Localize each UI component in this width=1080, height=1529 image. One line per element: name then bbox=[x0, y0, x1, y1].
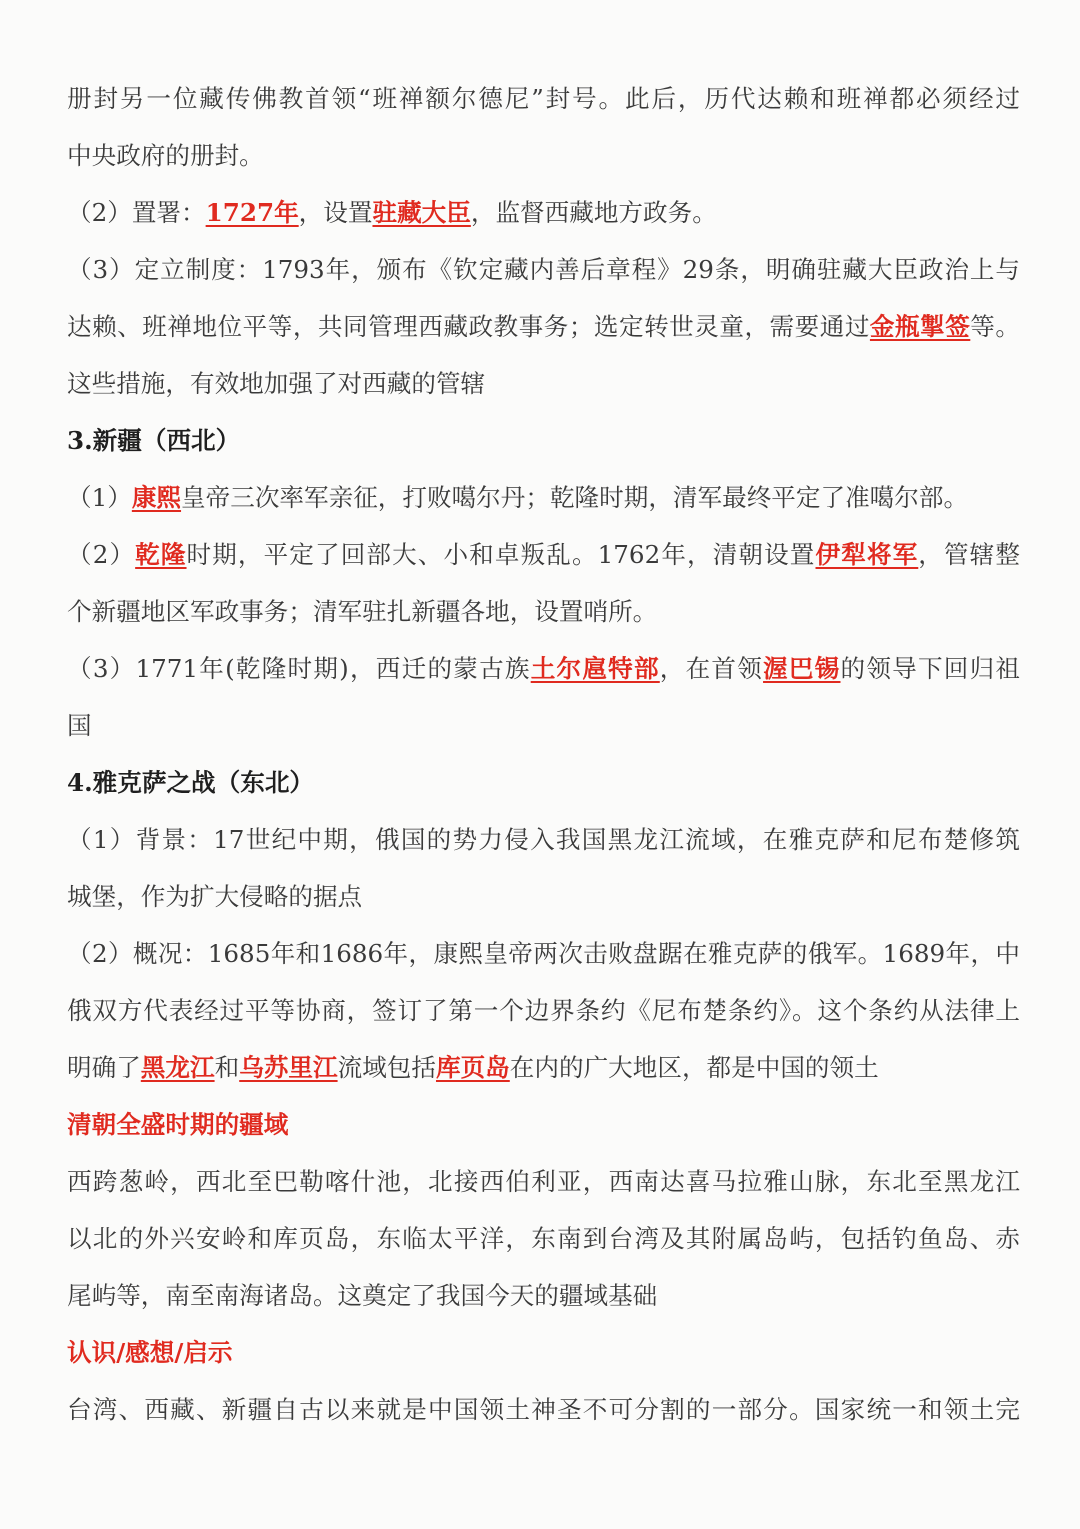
highlight-term: 伊犁将军 bbox=[815, 540, 919, 569]
highlight-term: 土尔扈特部 bbox=[530, 654, 660, 683]
section-heading-insight: 认识/感想/启示 bbox=[67, 1338, 233, 1367]
text-line: 以北的外兴安岭和库页岛，东临太平洋，东南到台湾及其附属岛屿，包括钓鱼岛、赤 bbox=[67, 1224, 1020, 1253]
text-line: 个新疆地区军政事务；清军驻扎新疆各地，设置哨所。 bbox=[67, 597, 658, 626]
highlight-term: 乾隆 bbox=[135, 540, 187, 569]
highlight-term: 乌苏里江 bbox=[239, 1053, 338, 1082]
highlight-term: 康熙 bbox=[131, 483, 182, 512]
section-heading-xinjiang: 3.新疆（西北） bbox=[67, 426, 241, 455]
text-line: 尾屿等，南至南海诸岛。这奠定了我国今天的疆域基础 bbox=[67, 1281, 658, 1310]
text-line: 俄双方代表经过平等协商，签订了第一个边界条约《尼布楚条约》。这个条约从法律上 bbox=[67, 996, 1020, 1025]
highlight-term: 驻藏大臣 bbox=[372, 198, 471, 227]
highlight-term: 金瓶掣签 bbox=[869, 312, 971, 341]
text-line: 西跨葱岭，西北至巴勒喀什池，北接西伯利亚，西南达喜马拉雅山脉，东北至黑龙江 bbox=[67, 1167, 1020, 1196]
text-line: 国 bbox=[67, 711, 92, 740]
highlight-term: 1727年 bbox=[205, 198, 299, 227]
highlight-term: 黑龙江 bbox=[140, 1053, 215, 1082]
text-line: （3）1771年(乾隆时期)，西迁的蒙古族土尔扈特部，在首领渥巴锡的领导下回归祖 bbox=[67, 654, 1020, 683]
text-line: （2）乾隆时期，平定了回部大、小和卓叛乱。1762年，清朝设置伊犁将军，管辖整 bbox=[67, 540, 1020, 569]
text-line: 中央政府的册封。 bbox=[67, 141, 264, 170]
text-line: 达赖、班禅地位平等，共同管理西藏政教事务；选定转世灵童，需要通过金瓶掣签等。 bbox=[67, 312, 1020, 341]
section-heading-yakesa: 4.雅克萨之战（东北） bbox=[67, 768, 315, 797]
text-line: 册封另一位藏传佛教首领“班禅额尔德尼”封号。此后，历代达赖和班禅都必须经过 bbox=[67, 84, 1020, 113]
highlight-term: 库页岛 bbox=[435, 1053, 510, 1082]
text-line-tibet-office: （2）置署：1727年，设置驻藏大臣，监督西藏地方政务。 bbox=[67, 198, 717, 227]
text-line: （1）康熙皇帝三次率军亲征，打败噶尔丹；乾隆时期，清军最终平定了准噶尔部。 bbox=[67, 483, 969, 512]
text-line: （3）定立制度：1793年，颁布《钦定藏内善后章程》29条，明确驻藏大臣政治上与 bbox=[67, 255, 1020, 284]
text-line: 台湾、西藏、新疆自古以来就是中国领土神圣不可分割的一部分。国家统一和领土完 bbox=[67, 1395, 1020, 1424]
text-line: 这些措施，有效地加强了对西藏的管辖 bbox=[67, 369, 486, 398]
text-line: 城堡，作为扩大侵略的据点 bbox=[67, 882, 363, 911]
highlight-term: 渥巴锡 bbox=[763, 654, 841, 683]
text-line: （1）背景：17世纪中期，俄国的势力侵入我国黑龙江流域，在雅克萨和尼布楚修筑 bbox=[67, 825, 1020, 854]
section-heading-territory: 清朝全盛时期的疆域 bbox=[67, 1110, 289, 1139]
text-line: 明确了黑龙江和乌苏里江流域包括库页岛在内的广大地区，都是中国的领土 bbox=[67, 1053, 879, 1082]
text-line: （2）概况：1685年和1686年，康熙皇帝两次击败盘踞在雅克萨的俄军。1689年，中 bbox=[67, 939, 1020, 968]
